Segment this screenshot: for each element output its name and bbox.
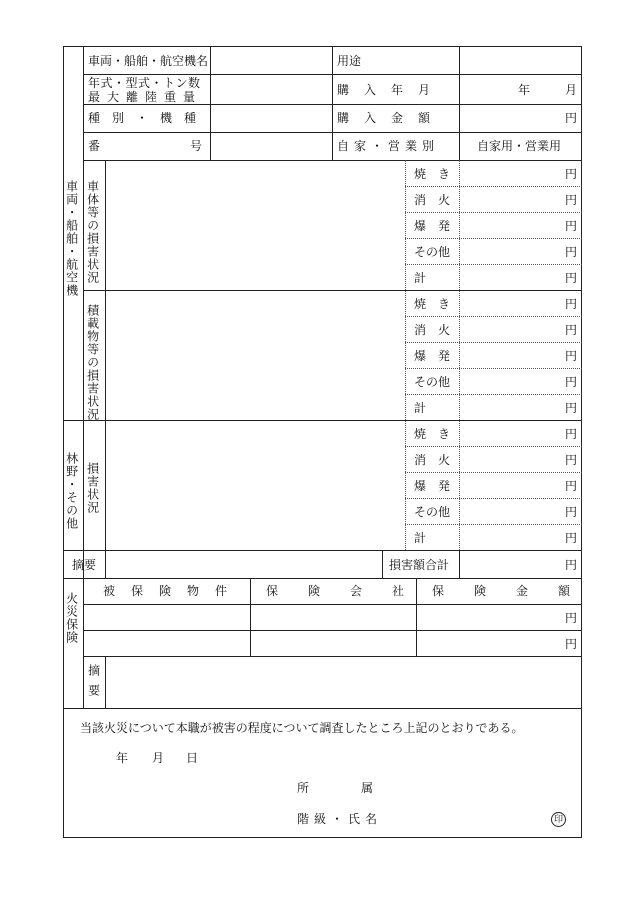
- damage-item-currency: 円: [565, 297, 578, 311]
- purchase-date-month: 月: [565, 83, 578, 97]
- damage-item-currency: 円: [565, 531, 578, 545]
- damage-item-label: 爆発: [414, 479, 463, 493]
- damage-item-currency: 円: [565, 427, 578, 441]
- damage-item-currency: 円: [565, 219, 578, 233]
- damage-item-label: 計: [414, 271, 427, 285]
- rule: [83, 630, 582, 631]
- damage-item-currency: 円: [565, 323, 578, 337]
- rule: [405, 524, 582, 525]
- rule: [83, 290, 582, 291]
- rule: [83, 604, 582, 605]
- rule: [63, 420, 582, 421]
- report-form: [63, 46, 582, 838]
- forest-damage-label: 損害状況: [85, 462, 100, 514]
- damage-item-label: 焼き: [414, 297, 463, 311]
- date-day: 日: [186, 751, 199, 765]
- private-business-value: 自家用・営業用: [477, 139, 562, 153]
- type-label: 種別・機種: [88, 111, 209, 125]
- rule: [405, 238, 582, 239]
- rule: [405, 472, 582, 473]
- damage-item-label: その他: [414, 245, 451, 259]
- damage-item-label: 計: [414, 531, 427, 545]
- date-year: 年: [116, 751, 129, 765]
- model-label-line2: 最大離陸重量: [88, 90, 203, 104]
- insurance-row-1-currency: 円: [565, 611, 578, 625]
- rule: [83, 656, 582, 657]
- rule: [332, 46, 333, 160]
- insurance-row-2-currency: 円: [565, 637, 578, 651]
- rule: [405, 394, 582, 395]
- damage-item-currency: 円: [565, 401, 578, 415]
- damage-item-label: 爆発: [414, 219, 463, 233]
- vehicle-name-label: 車両・船舶・航空機名: [88, 54, 209, 68]
- damage-item-currency: 円: [565, 271, 578, 285]
- damage-item-label: 爆発: [414, 349, 463, 363]
- rule: [63, 578, 582, 579]
- damage-total-currency: 円: [565, 558, 578, 572]
- rule: [382, 550, 383, 578]
- purchase-amount-label: 購入金額: [337, 111, 446, 125]
- purchase-amount-currency: 円: [565, 111, 578, 125]
- body-damage-label: 車体等の損害状況: [85, 180, 100, 284]
- model-label-line1: 年式・型式・トン数: [88, 76, 201, 90]
- insurance-amount-header: 保険金額: [432, 584, 601, 598]
- damage-item-label: 計: [414, 401, 427, 415]
- rule: [405, 186, 582, 187]
- forest-section-label: 林野・その他: [64, 452, 79, 530]
- damage-item-currency: 円: [565, 167, 578, 181]
- rule: [405, 316, 582, 317]
- rule: [250, 578, 251, 656]
- damage-item-label: その他: [414, 375, 451, 389]
- cargo-damage-label: 積載物等の損害状況: [85, 304, 100, 421]
- rule: [63, 708, 582, 709]
- rule: [459, 550, 460, 578]
- rule: [63, 550, 582, 551]
- damage-item-label: 焼き: [414, 167, 463, 181]
- usage-label-text: 用途: [337, 54, 362, 68]
- private-business-label: 自家・営業別: [337, 139, 440, 153]
- usage-label: [337, 55, 454, 67]
- damage-item-currency: 円: [565, 479, 578, 493]
- insurance-summary-label: 摘要: [86, 664, 101, 704]
- rule: [405, 264, 582, 265]
- statement-text: 当該火災について本職が被害の程度について調査したところ上記のとおりである。: [80, 721, 524, 735]
- number-label: 番号: [88, 139, 293, 153]
- damage-total-label: 損害額合計: [389, 558, 450, 572]
- rule: [105, 656, 106, 708]
- damage-item-label: 消火: [414, 453, 463, 467]
- rule: [83, 46, 84, 708]
- purchase-date-label: 購入年月: [337, 83, 446, 97]
- damage-item-currency: 円: [565, 505, 578, 519]
- damage-item-label: その他: [414, 505, 451, 519]
- rule: [83, 160, 582, 161]
- rank-name-label: 階級・氏名: [297, 812, 383, 826]
- summary-label: 摘要: [72, 558, 97, 572]
- rule: [105, 160, 106, 550]
- rule: [405, 342, 582, 343]
- damage-item-currency: 円: [565, 193, 578, 207]
- insurance-section-label: 火災保険: [64, 592, 79, 644]
- damage-item-currency: 円: [565, 349, 578, 363]
- damage-item-label: 焼き: [414, 427, 463, 441]
- damage-item-currency: 円: [565, 453, 578, 467]
- purchase-date-year: 年: [518, 83, 531, 97]
- insurance-company-header: 保険会社: [266, 584, 435, 598]
- rule: [405, 212, 582, 213]
- rule: [105, 550, 106, 578]
- rule: [405, 498, 582, 499]
- rule: [405, 160, 406, 550]
- insured-property-header: 被保険物件: [103, 584, 244, 598]
- rule: [405, 446, 582, 447]
- date-month: 月: [152, 751, 165, 765]
- rule: [459, 46, 460, 160]
- vehicle-section-label: 車両・船舶・航空機: [64, 180, 79, 297]
- rule: [405, 368, 582, 369]
- seal-icon: 印: [551, 812, 566, 827]
- damage-item-label: 消火: [414, 193, 463, 207]
- damage-item-label: 消火: [414, 323, 463, 337]
- damage-item-currency: 円: [565, 245, 578, 259]
- damage-item-currency: 円: [565, 375, 578, 389]
- affiliation-label: 所属: [297, 781, 426, 795]
